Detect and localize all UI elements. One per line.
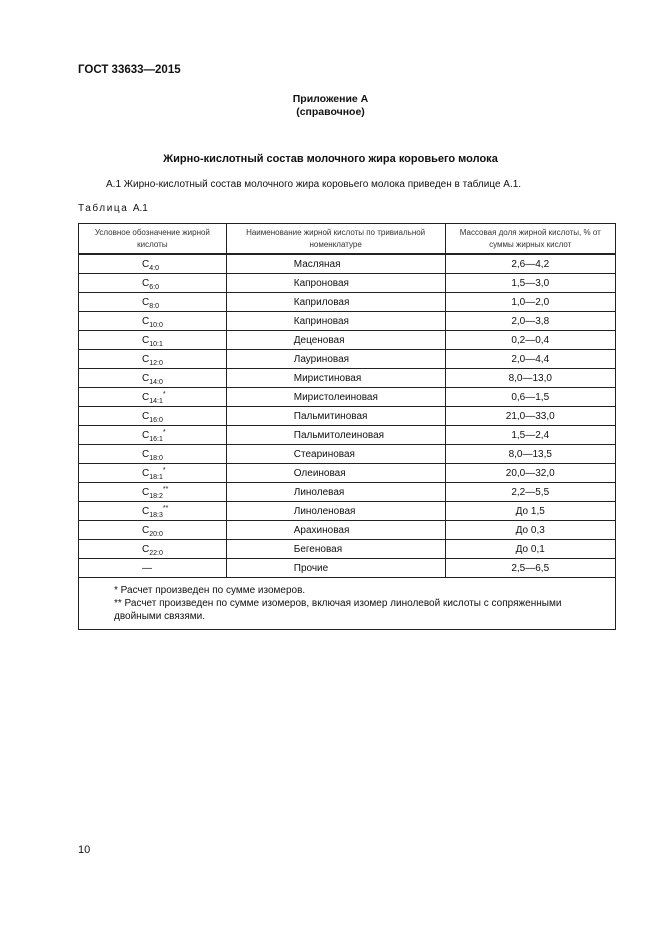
table-row bbox=[79, 331, 616, 350]
acid-name: Деценовая bbox=[226, 331, 445, 350]
table-row bbox=[79, 312, 616, 331]
acid-symbol bbox=[79, 502, 227, 521]
mass-fraction-value: 20,0—32,0 bbox=[445, 464, 616, 483]
mass-fraction-value: 2,6—4,2 bbox=[445, 254, 616, 274]
table-row bbox=[79, 254, 616, 274]
mass-fraction-value: До 0,1 bbox=[445, 540, 616, 559]
acid-name: Капроновая bbox=[226, 274, 445, 293]
acid-symbol-subscript: 18:1 bbox=[149, 473, 163, 481]
mass-fraction-value: 0,2—0,4 bbox=[445, 331, 616, 350]
acid-symbol-subscript: 8:0 bbox=[149, 302, 159, 310]
acid-symbol bbox=[79, 464, 227, 483]
table-caption-label: Таблица bbox=[78, 203, 129, 214]
acid-symbol-base: C bbox=[142, 391, 150, 403]
mass-fraction-value: До 1,5 bbox=[445, 502, 616, 521]
acid-symbol-subscript: 18:0 bbox=[149, 454, 163, 462]
acid-symbol-subscript: 16:0 bbox=[149, 416, 163, 424]
acid-symbol-base: — bbox=[142, 562, 152, 574]
mass-fraction-value: 1,5—2,4 bbox=[445, 426, 616, 445]
mass-fraction-value: 8,0—13,0 bbox=[445, 369, 616, 388]
table-row bbox=[79, 350, 616, 369]
acid-name: Пальмитолеиновая bbox=[226, 426, 445, 445]
acid-symbol-base: C bbox=[142, 467, 150, 479]
acid-symbol-subscript: 10:1 bbox=[149, 340, 163, 348]
acid-symbol-footnote-mark: * bbox=[162, 428, 166, 436]
acid-name: Бегеновая bbox=[226, 540, 445, 559]
acid-symbol-subscript: 22:0 bbox=[149, 549, 163, 557]
acid-name: Стеариновая bbox=[226, 445, 445, 464]
acid-symbol-base: C bbox=[142, 372, 150, 384]
acid-symbol-footnote-mark: * bbox=[162, 390, 166, 398]
acid-name: Линоленовая bbox=[226, 502, 445, 521]
acid-symbol-subscript: 6:0 bbox=[149, 283, 159, 291]
standard-number: ГОСТ 33633—2015 bbox=[78, 64, 181, 76]
acid-symbol-base: C bbox=[142, 277, 150, 289]
table-row bbox=[79, 559, 616, 578]
acid-symbol bbox=[79, 293, 227, 312]
notes-row bbox=[79, 578, 616, 630]
annex-subtitle: (справочное) bbox=[296, 106, 365, 118]
acid-symbol-base: C bbox=[142, 353, 150, 365]
table-header-row bbox=[79, 224, 616, 255]
table-row bbox=[79, 464, 616, 483]
intro-paragraph: А.1 Жирно-кислотный состав молочного жира коровьего молока приведен в таблице А.1. bbox=[106, 179, 522, 190]
acid-symbol-footnote-mark: ** bbox=[162, 485, 169, 493]
mass-fraction-value: 8,0—13,5 bbox=[445, 445, 616, 464]
acid-name: Масляная bbox=[226, 254, 445, 274]
fatty-acid-table bbox=[78, 223, 616, 630]
acid-symbol bbox=[79, 521, 227, 540]
annex-title: Приложение А bbox=[292, 93, 369, 105]
table-row bbox=[79, 369, 616, 388]
acid-symbol-subscript: 4:0 bbox=[149, 264, 159, 272]
table-notes bbox=[79, 578, 616, 630]
acid-symbol-base: C bbox=[142, 543, 150, 555]
table-row bbox=[79, 293, 616, 312]
acid-name: Лауриновая bbox=[226, 350, 445, 369]
acid-symbol-subscript: 10:0 bbox=[149, 321, 163, 329]
acid-symbol-base: C bbox=[142, 524, 150, 536]
acid-name: Арахиновая bbox=[226, 521, 445, 540]
acid-name: Каприловая bbox=[226, 293, 445, 312]
acid-symbol-base: C bbox=[142, 296, 150, 308]
header-symbol: Условное обозначение жирной кислоты bbox=[79, 224, 227, 255]
table-row bbox=[79, 502, 616, 521]
acid-symbol-base: C bbox=[142, 258, 150, 270]
acid-symbol-base: C bbox=[142, 410, 150, 422]
acid-symbol-subscript: 18:3 bbox=[149, 511, 163, 519]
table-body bbox=[79, 254, 616, 578]
table-row bbox=[79, 521, 616, 540]
acid-symbol bbox=[79, 388, 227, 407]
acid-symbol-subscript: 14:1 bbox=[149, 397, 163, 405]
acid-symbol-base: C bbox=[142, 334, 150, 346]
acid-name: Миристолеиновая bbox=[226, 388, 445, 407]
mass-fraction-value: 2,5—6,5 bbox=[445, 559, 616, 578]
mass-fraction-value: 0,6—1,5 bbox=[445, 388, 616, 407]
acid-symbol bbox=[79, 254, 227, 274]
acid-symbol-footnote-mark: * bbox=[162, 466, 166, 474]
header-mass-fraction: Массовая доля жирной кислоты, % от суммы жирных кислот bbox=[445, 224, 616, 255]
annex-block bbox=[0, 93, 661, 119]
table-note-2: ** Расчет произведен по сумме изомеров, включая изомер линолевой кислоты с сопряженными двойными связями. bbox=[114, 598, 562, 622]
acid-symbol-base: C bbox=[142, 505, 150, 517]
acid-symbol-base: C bbox=[142, 315, 150, 327]
mass-fraction-value: 2,0—3,8 bbox=[445, 312, 616, 331]
acid-symbol bbox=[79, 312, 227, 331]
page-number: 10 bbox=[78, 844, 91, 856]
acid-name: Линолевая bbox=[226, 483, 445, 502]
acid-symbol-base: C bbox=[142, 429, 150, 441]
table-row bbox=[79, 445, 616, 464]
acid-symbol bbox=[79, 369, 227, 388]
table-row bbox=[79, 388, 616, 407]
acid-name: Олеиновая bbox=[226, 464, 445, 483]
acid-symbol-base: C bbox=[142, 448, 150, 460]
table-row bbox=[79, 540, 616, 559]
table-row bbox=[79, 426, 616, 445]
acid-name: Пальмитиновая bbox=[226, 407, 445, 426]
acid-symbol bbox=[79, 445, 227, 464]
acid-symbol-footnote-mark: ** bbox=[162, 504, 169, 512]
mass-fraction-value: 1,0—2,0 bbox=[445, 293, 616, 312]
acid-symbol bbox=[79, 559, 227, 578]
acid-symbol-subscript: 20:0 bbox=[149, 530, 163, 538]
table-row bbox=[79, 407, 616, 426]
acid-name: Миристиновая bbox=[226, 369, 445, 388]
acid-symbol-subscript: 14:0 bbox=[149, 378, 163, 386]
section-heading: Жирно-кислотный состав молочного жира коровьего молока bbox=[163, 153, 498, 165]
acid-symbol-subscript: 18:2 bbox=[149, 492, 163, 500]
table-row bbox=[79, 274, 616, 293]
header-name: Наименование жирной кислоты по тривиальной номенклатуре bbox=[226, 224, 445, 255]
acid-symbol bbox=[79, 407, 227, 426]
acid-symbol-subscript: 16:1 bbox=[149, 435, 163, 443]
acid-symbol bbox=[79, 274, 227, 293]
mass-fraction-value: 2,2—5,5 bbox=[445, 483, 616, 502]
acid-symbol bbox=[79, 540, 227, 559]
table-note-1: * Расчет произведен по сумме изомеров. bbox=[114, 585, 306, 596]
acid-symbol bbox=[79, 331, 227, 350]
acid-symbol bbox=[79, 350, 227, 369]
acid-symbol bbox=[79, 426, 227, 445]
mass-fraction-value: До 0,3 bbox=[445, 521, 616, 540]
acid-name: Прочие bbox=[226, 559, 445, 578]
acid-symbol bbox=[79, 483, 227, 502]
acid-name: Каприновая bbox=[226, 312, 445, 331]
acid-symbol-subscript: 12:0 bbox=[149, 359, 163, 367]
table-caption bbox=[78, 203, 148, 214]
mass-fraction-value: 2,0—4,4 bbox=[445, 350, 616, 369]
mass-fraction-value: 21,0—33,0 bbox=[445, 407, 616, 426]
acid-symbol-base: C bbox=[142, 486, 150, 498]
mass-fraction-value: 1,5—3,0 bbox=[445, 274, 616, 293]
table-caption-number: А.1 bbox=[132, 203, 148, 214]
table-row bbox=[79, 483, 616, 502]
